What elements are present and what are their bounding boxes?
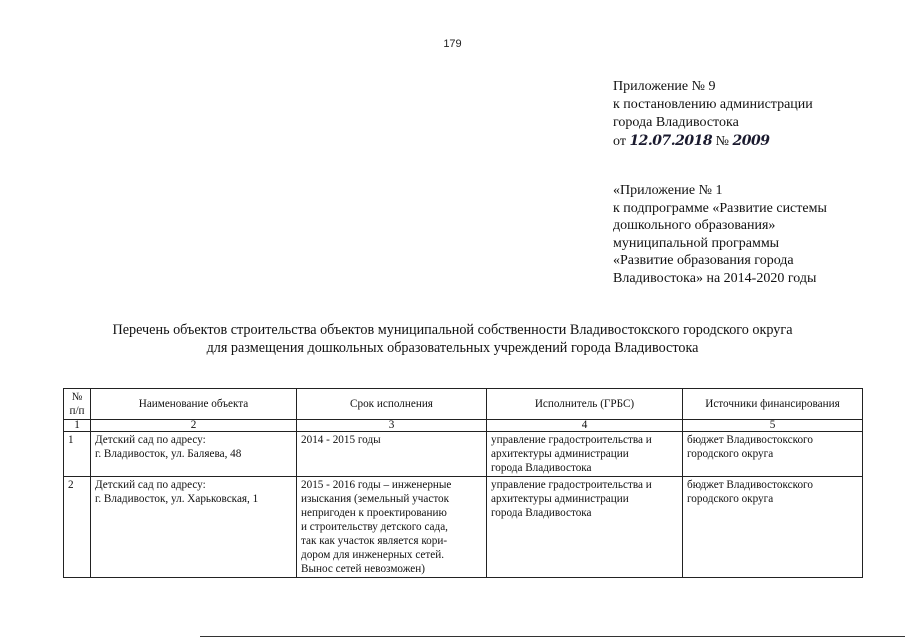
document-title-line-2: для размещения дошкольных образовательных учреждений города Владивостока — [206, 340, 699, 356]
appendix-9-line: города Владивостока — [613, 115, 739, 130]
row-term: 2014 - 2015 годы — [297, 432, 487, 477]
row-num: 1 — [64, 432, 91, 477]
row-term: 2015 - 2016 годы – инженерные изыскания (земельный участок непригоден к проектированию и строительству детского сада, так как участок является кори- дором для инженерных сетей. Вынос сетей невозможен) — [297, 477, 487, 578]
page-number: 179 — [443, 38, 462, 50]
header-term: Срок исполнения — [297, 389, 487, 420]
row-name: Детский сад по адресу: г. Владивосток, ул. Баляева, 48 — [91, 432, 297, 477]
column-number: 5 — [683, 420, 863, 432]
appendix-1-line: муниципальной программы — [613, 235, 780, 251]
objects-table — [63, 388, 863, 578]
appendix-1-line: дошкольного образования» — [613, 218, 776, 233]
appendix-1-line: «Развитие образования города — [613, 253, 794, 268]
row-name: Детский сад по адресу: г. Владивосток, ул. Харьковская, 1 — [91, 477, 297, 578]
header-name: Наименование объекта — [91, 389, 297, 420]
appendix-1-line: «Приложение № 1 — [613, 183, 723, 198]
header-executor: Исполнитель (ГРБС) — [487, 389, 683, 420]
appendix-1-line: Владивостока» на 2014-2020 годы — [613, 270, 817, 286]
row-executor: управление градостроительства и архитектуры администрации города Владивостока — [487, 432, 683, 477]
table-header-row — [64, 389, 863, 420]
column-number: 1 — [64, 420, 91, 432]
header-source: Источники финансирования — [683, 389, 863, 420]
appendix-9-line: к постановлению администрации — [613, 97, 813, 112]
table-row — [64, 432, 863, 477]
appendix-1-line: к подпрограмме «Развитие системы — [613, 200, 827, 216]
date-prefix: от — [613, 134, 630, 149]
handwritten-date: 12.07.2018 — [629, 133, 713, 149]
number-prefix: № — [712, 134, 733, 149]
row-executor: управление градостроительства и архитектуры администрации города Владивостока — [487, 477, 683, 578]
handwritten-number: 2009 — [732, 133, 770, 149]
bottom-scan-edge — [200, 636, 905, 637]
appendix-1-block — [613, 182, 827, 287]
appendix-9-date-line — [613, 132, 813, 151]
row-num: 2 — [64, 477, 91, 578]
column-number: 2 — [91, 420, 297, 432]
column-number: 3 — [297, 420, 487, 432]
column-number: 4 — [487, 420, 683, 432]
document-title-line-1: Перечень объектов строительства объектов муниципальной собственности Владивостокского городского округа — [112, 322, 793, 338]
row-source: бюджет Владивостокского городского округа — [683, 477, 863, 578]
header-num: № п/п — [64, 389, 91, 420]
appendix-9-title: Приложение № 9 — [613, 79, 716, 94]
table-row — [64, 477, 863, 578]
row-source: бюджет Владивостокского городского округа — [683, 432, 863, 477]
column-number-row — [64, 420, 863, 432]
appendix-9-block — [613, 78, 813, 151]
